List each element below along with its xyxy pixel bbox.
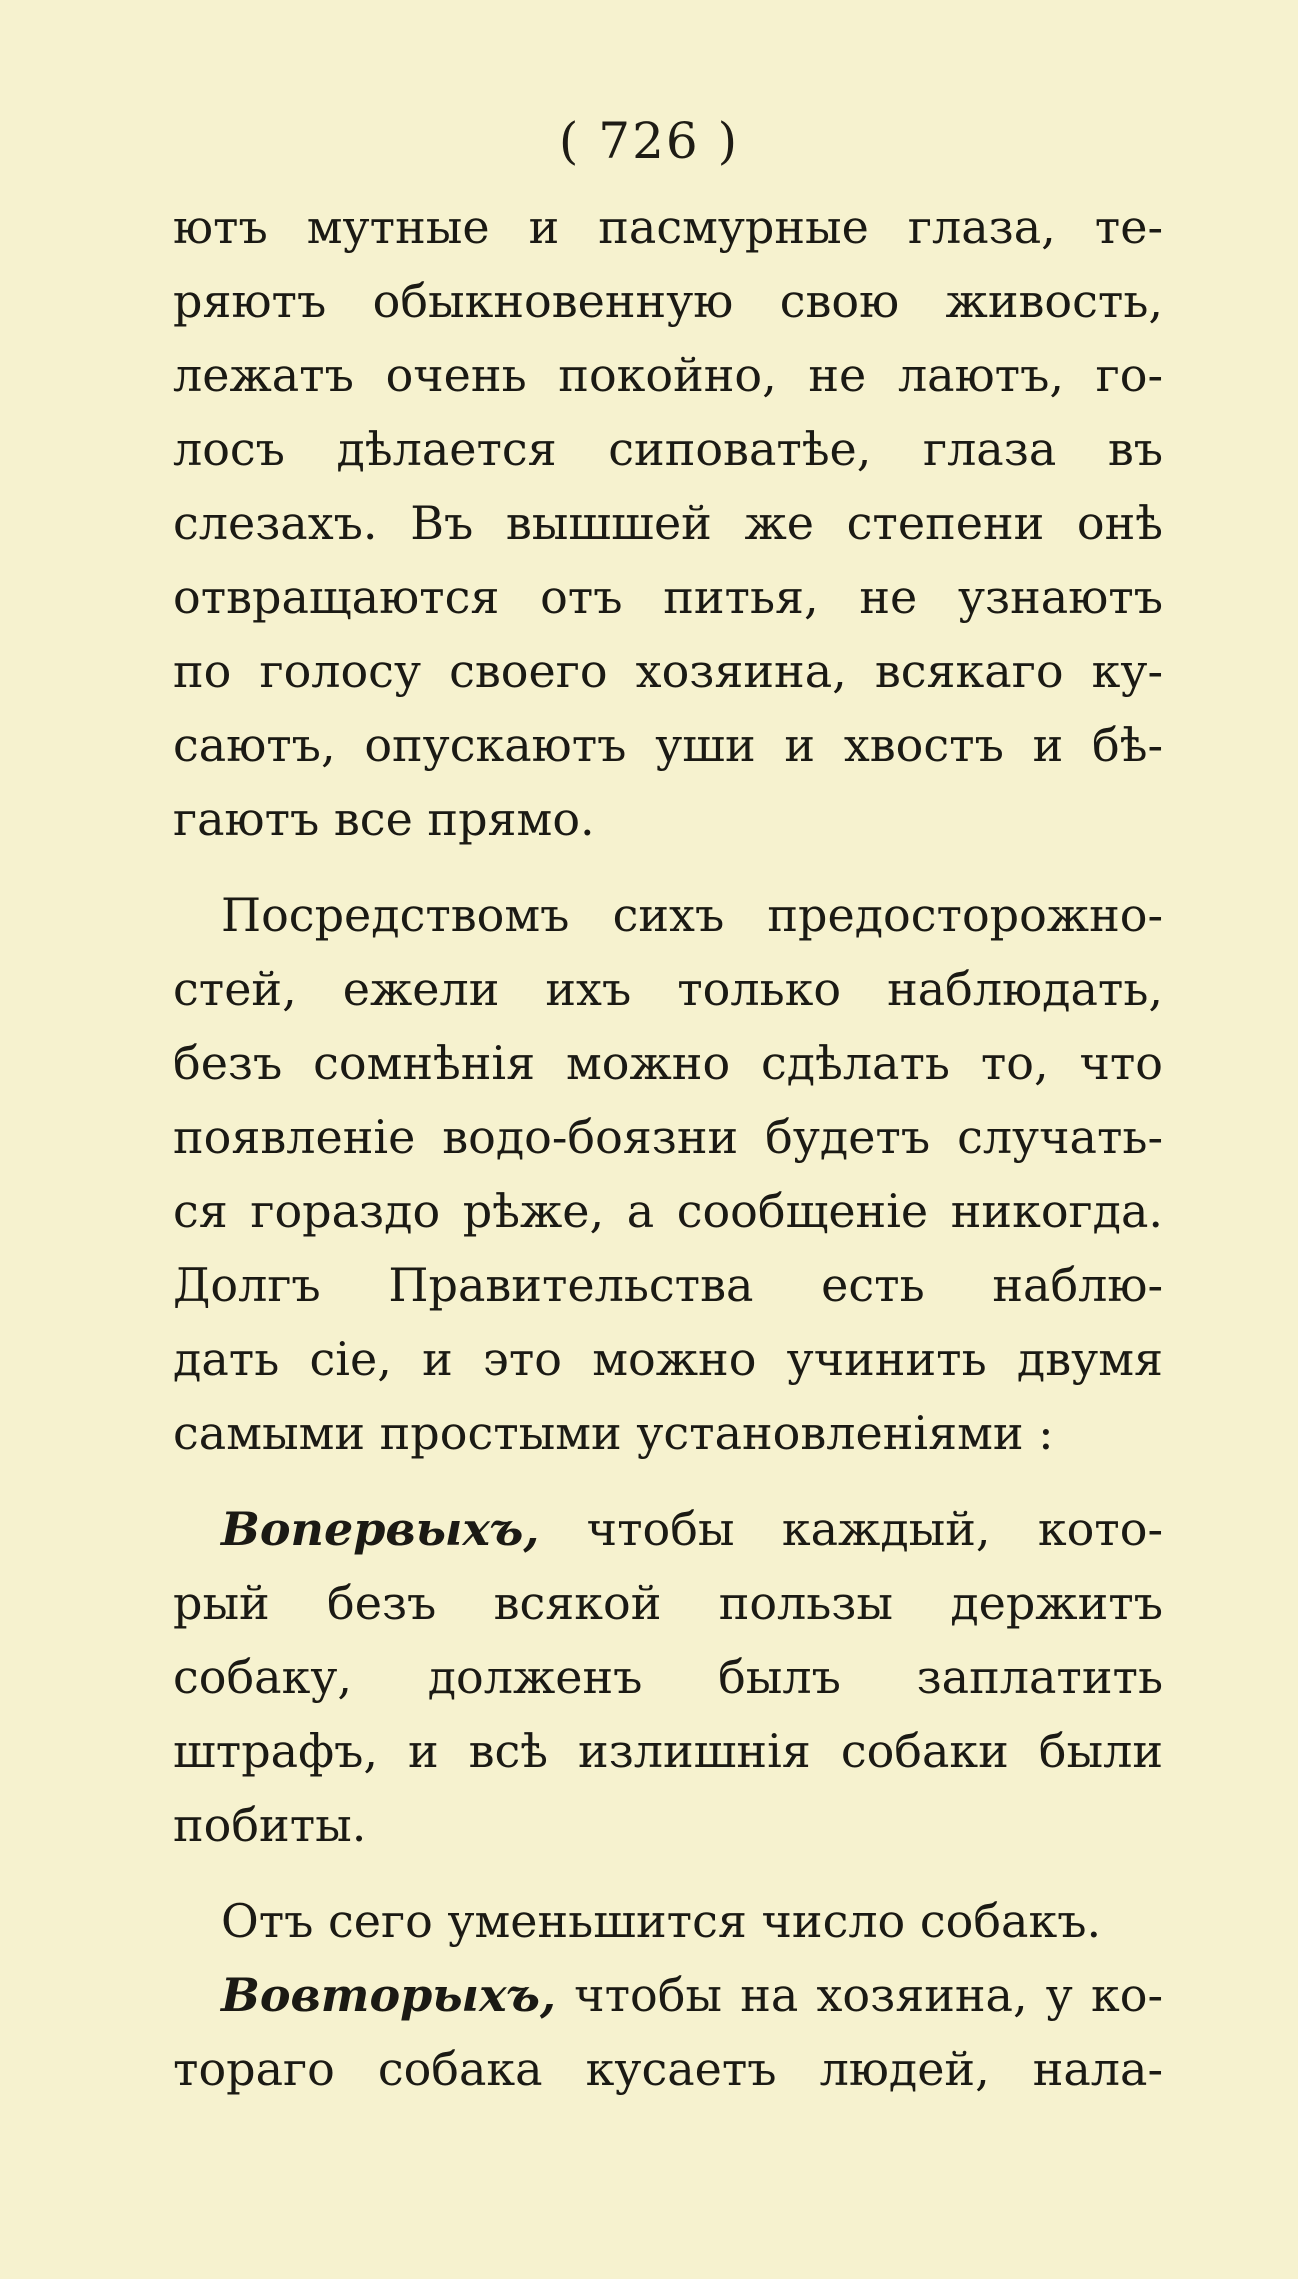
text-line: безъ сомнѣнія можно сдѣлать то, что [173, 1036, 1163, 1090]
paragraph-gap [173, 1470, 1163, 1492]
paragraph-3 [173, 1492, 1163, 1862]
paragraph-1 [173, 190, 1163, 856]
paragraph-gap [173, 1862, 1163, 1884]
text-line: по голосу своего хозяина, всякаго ку- [173, 644, 1163, 698]
text-line: самыми простыми установленіями : [173, 1406, 1054, 1460]
text-line: Долгъ Правительства есть наблю- [173, 1258, 1163, 1312]
paragraph-gap [173, 856, 1163, 878]
text-run: чтобы на хозяина, у ко- [555, 1968, 1163, 2022]
text-line: рый безъ всякой пользы держитъ [173, 1576, 1163, 1630]
text-line: стей, ежели ихъ только наблюдать, [173, 962, 1163, 1016]
text-line [173, 1492, 1163, 1566]
text-line: отвращаются отъ питья, не узнаютъ [173, 570, 1163, 624]
paragraph-2 [173, 878, 1163, 1470]
italic-lead: Вопервыхъ, [221, 1502, 540, 1556]
text-line: дать сіе, и это можно учинить двумя [173, 1332, 1163, 1386]
text-line: побиты. [173, 1798, 367, 1852]
text-line: слезахъ. Въ вышшей же степени онѣ [173, 496, 1163, 550]
text-line: саютъ, опускаютъ уши и хвостъ и бѣ- [173, 718, 1163, 772]
body-text [173, 190, 1163, 2106]
text-line: собаку, долженъ былъ заплатить [173, 1650, 1163, 1704]
text-line: ряютъ обыкновенную свою живость, [173, 274, 1163, 328]
page-number: ( 726 ) [558, 112, 740, 170]
text-line: тораго собака кусаетъ людей, нала- [173, 2042, 1163, 2096]
text-run: чтобы каждый, кото- [539, 1502, 1163, 1556]
text-line: лосъ дѣлается сиповатѣе, глаза въ [173, 422, 1163, 476]
paragraph-5 [173, 1958, 1163, 2106]
text-line: Посредствомъ сихъ предосторожно- [221, 888, 1163, 942]
text-line: лежатъ очень покойно, не лаютъ, го- [173, 348, 1163, 402]
italic-lead: Вовторыхъ, [221, 1968, 556, 2022]
text-line: штрафъ, и всѣ излишнія собаки были [173, 1724, 1163, 1778]
text-line: ютъ мутные и пасмурные глаза, те- [173, 200, 1163, 254]
text-line: появленіе водо-боязни будетъ случать- [173, 1110, 1163, 1164]
text-line: гаютъ все прямо. [173, 792, 595, 846]
paragraph-4 [173, 1884, 1163, 1958]
text-line [173, 1958, 1163, 2032]
text-line: Отъ сего уменьшится число собакъ. [221, 1894, 1102, 1948]
text-line: ся гораздо рѣже, а сообщеніе никогда. [173, 1184, 1163, 1238]
